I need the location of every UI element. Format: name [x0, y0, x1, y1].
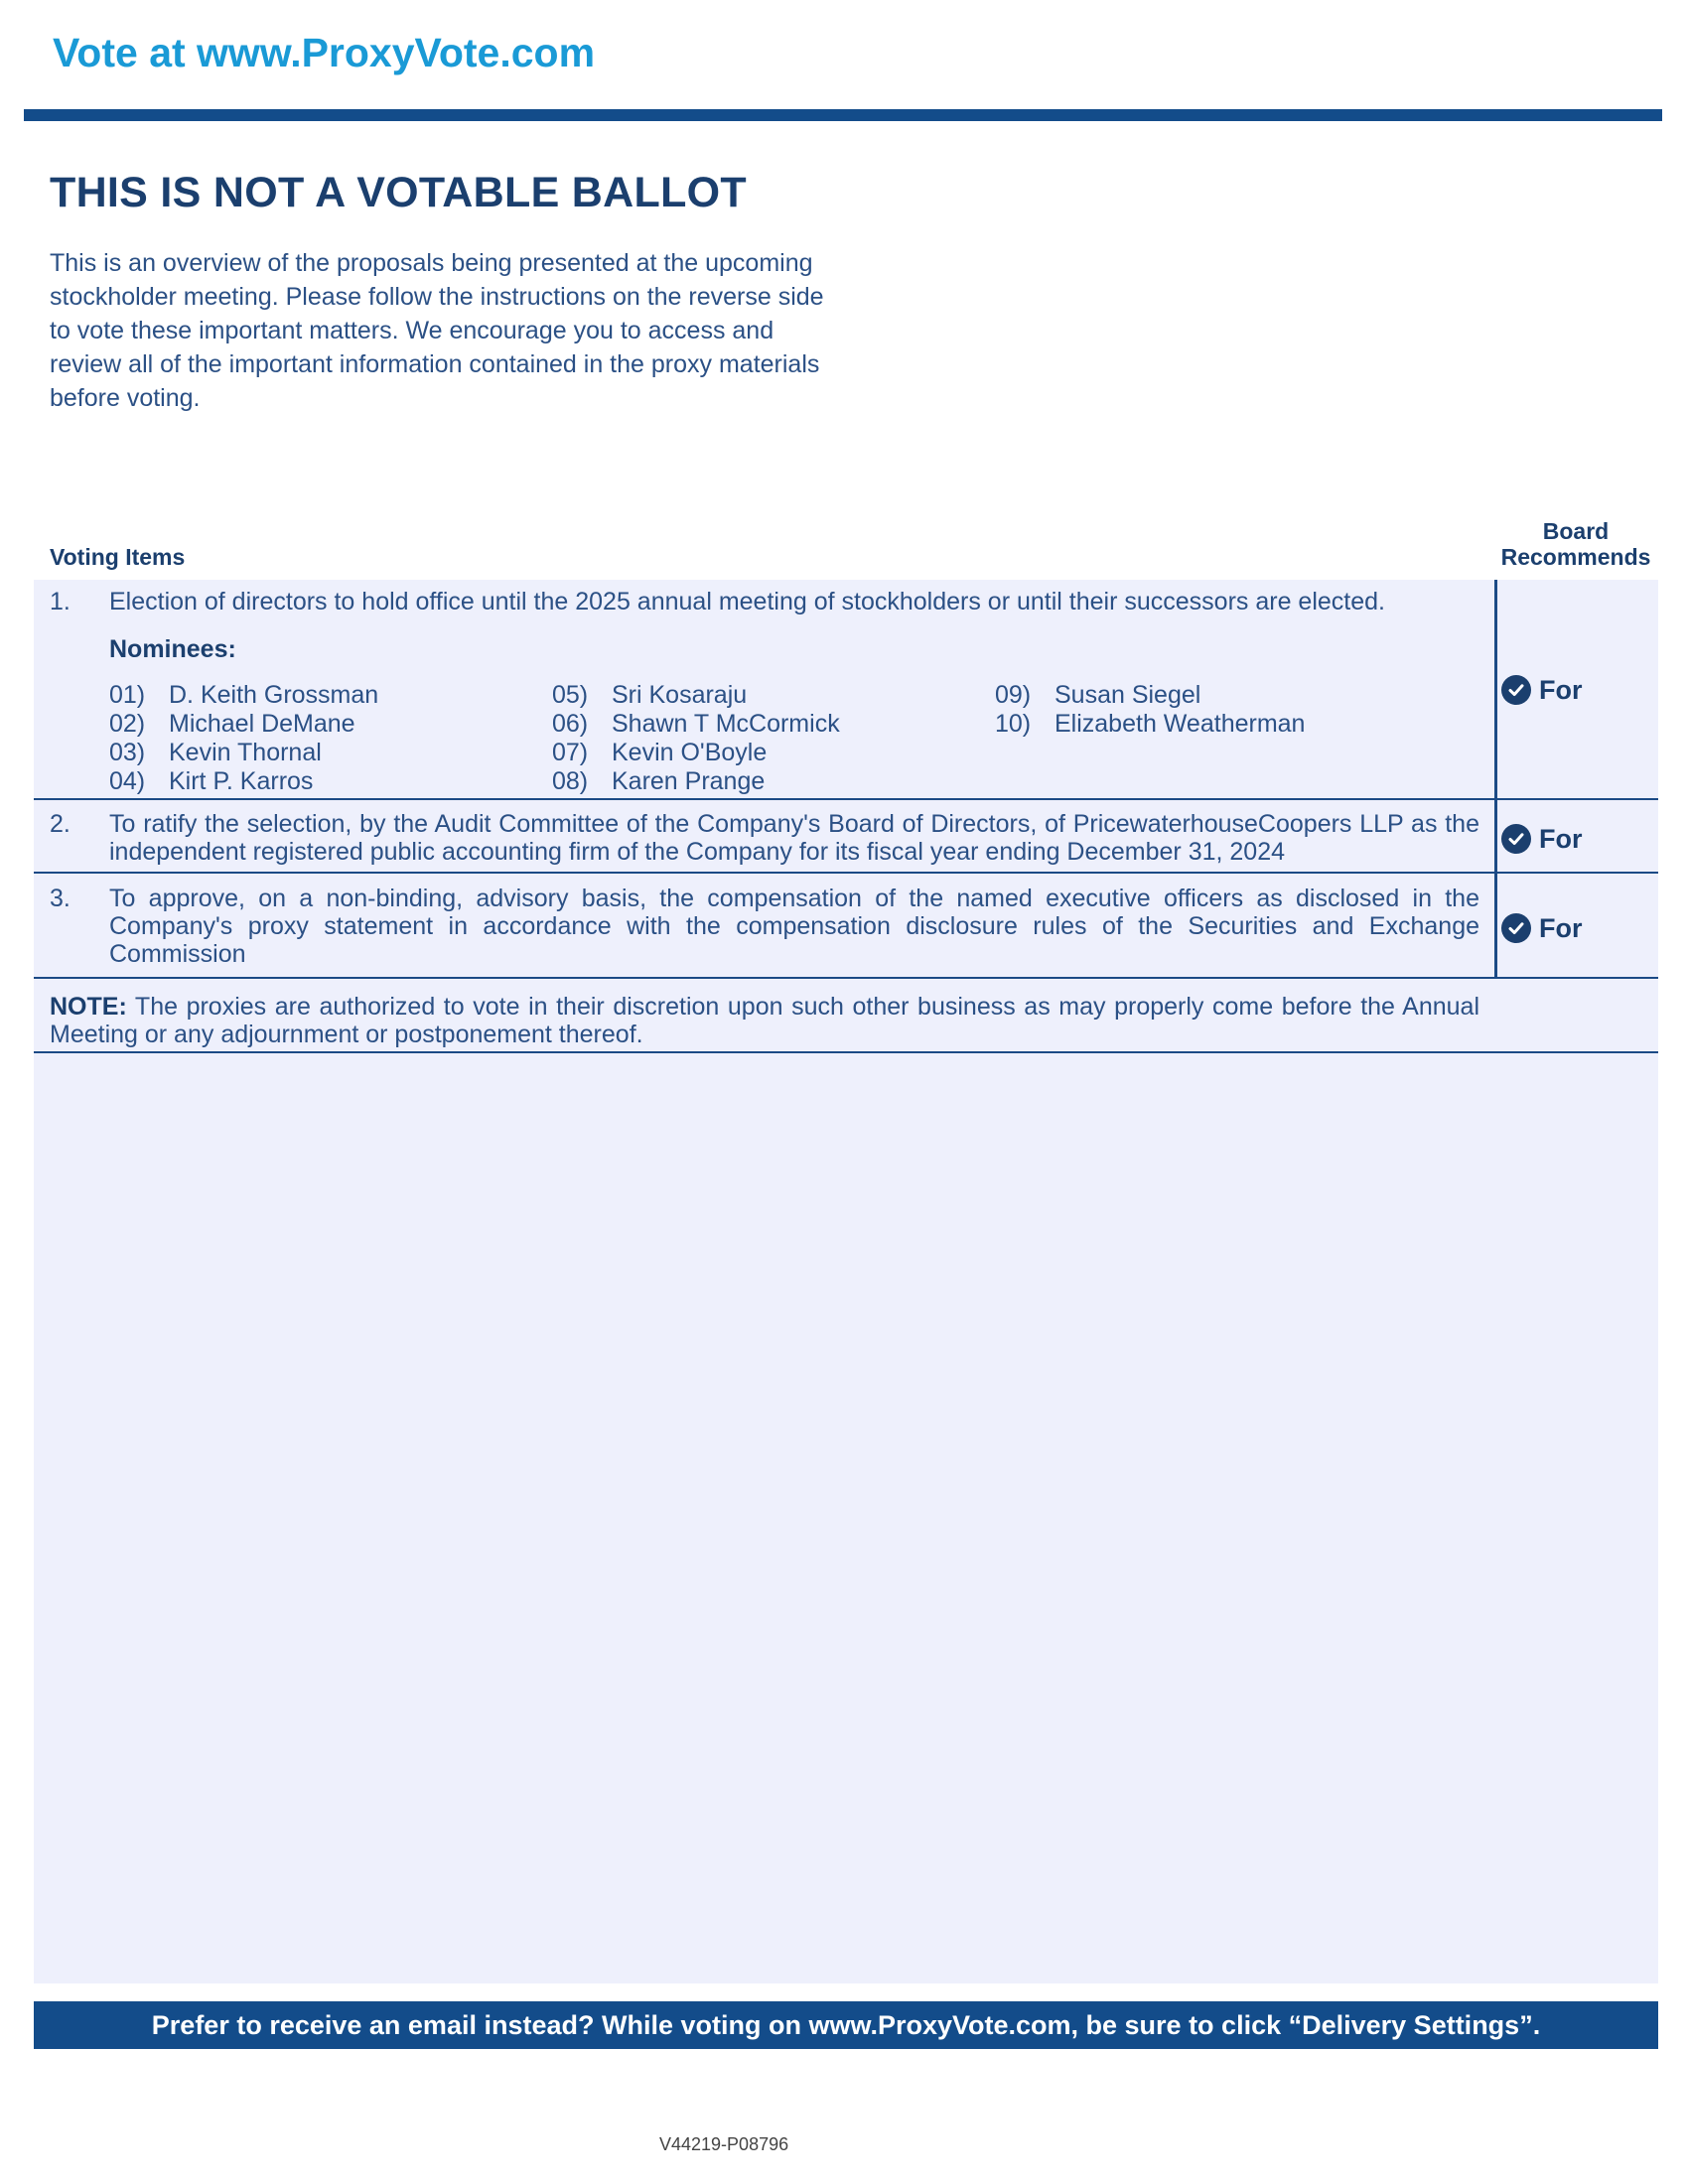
row-divider	[34, 872, 1658, 874]
recommendation-item-1	[1501, 673, 1583, 707]
board-recommends-header: Board Recommends	[1500, 518, 1651, 570]
nominee: 09) Susan Siegel	[995, 681, 1201, 709]
nominees-column-3	[995, 681, 1305, 739]
nominee: 07) Kevin O'Boyle	[552, 739, 768, 766]
note	[50, 993, 1479, 1048]
item-number: 3.	[50, 885, 70, 912]
recommendation-label: For	[1539, 912, 1583, 943]
nominee: 02) Michael DeMane	[109, 710, 355, 738]
recommendation-item-3	[1501, 911, 1583, 945]
nominee: 04) Kirt P. Karros	[109, 767, 314, 795]
intro-paragraph: This is an overview of the proposals being presented at the upcoming stockholder meeting. Please follow the instructions on the reverse side to vote these important matters. We encourage you to access and review all of the important information contained in the proxy materials before voting.	[50, 249, 824, 412]
header-rule	[24, 109, 1662, 121]
item-number: 2.	[50, 810, 70, 838]
voting-item-1	[50, 588, 1479, 617]
nominee: 10) Elizabeth Weatherman	[995, 710, 1306, 738]
recommendation-label: For	[1539, 823, 1583, 854]
voting-items-header: Voting Items	[50, 544, 186, 570]
nominee: 01) D. Keith Grossman	[109, 681, 379, 709]
rec-divider	[1494, 580, 1497, 798]
rec-divider	[1494, 874, 1497, 977]
nominees-column-1	[109, 681, 378, 796]
nominees-column-2	[552, 681, 840, 796]
check-circle-icon	[1501, 675, 1531, 705]
proxyvote-link[interactable]: Vote at www.ProxyVote.com	[53, 30, 596, 75]
item-text: To ratify the selection, by the Audit Committee of the Company's Board of Directors, of PricewaterhouseCoopers LLP as the independent registered public accounting firm of the Company for its fiscal year ending December 31, 2024	[109, 810, 1479, 866]
note-text: The proxies are authorized to vote in their discretion upon such other business as may properly come before the Annual Meeting or any adjournment or postponement thereof.	[50, 993, 1479, 1048]
row-divider	[34, 977, 1658, 979]
check-circle-icon	[1501, 913, 1531, 943]
nominee: 08) Karen Prange	[552, 767, 766, 795]
row-divider	[34, 798, 1658, 800]
check-circle-icon	[1501, 824, 1531, 854]
note-label: NOTE:	[50, 993, 127, 1021]
rec-divider	[1494, 800, 1497, 872]
recommendation-item-2	[1501, 822, 1583, 856]
nominee: 06) Shawn T McCormick	[552, 710, 840, 738]
item-text: Election of directors to hold office until the 2025 annual meeting of stockholders or until their successors are elected.	[109, 588, 1385, 615]
item-number: 1.	[50, 588, 70, 615]
item-text: To approve, on a non-binding, advisory basis, the compensation of the named executive officers as disclosed in the Company's proxy statement in accordance with the compensation disclosure rules of the Securities and Exchange Commission	[109, 885, 1479, 968]
voting-item-2	[50, 810, 1479, 868]
nominee: 03) Kevin Thornal	[109, 739, 322, 766]
recommendation-label: For	[1539, 674, 1583, 705]
nominee: 05) Sri Kosaraju	[552, 681, 748, 709]
page-title: THIS IS NOT A VOTABLE BALLOT	[50, 169, 747, 216]
email-delivery-banner: Prefer to receive an email instead? While voting on www.ProxyVote.com, be sure to click “Delivery Settings”.	[34, 2001, 1658, 2049]
nominees-label: Nominees:	[109, 635, 236, 663]
row-divider	[34, 1051, 1658, 1053]
document-code: V44219-P08796	[659, 2134, 789, 2154]
voting-item-3	[50, 885, 1479, 972]
